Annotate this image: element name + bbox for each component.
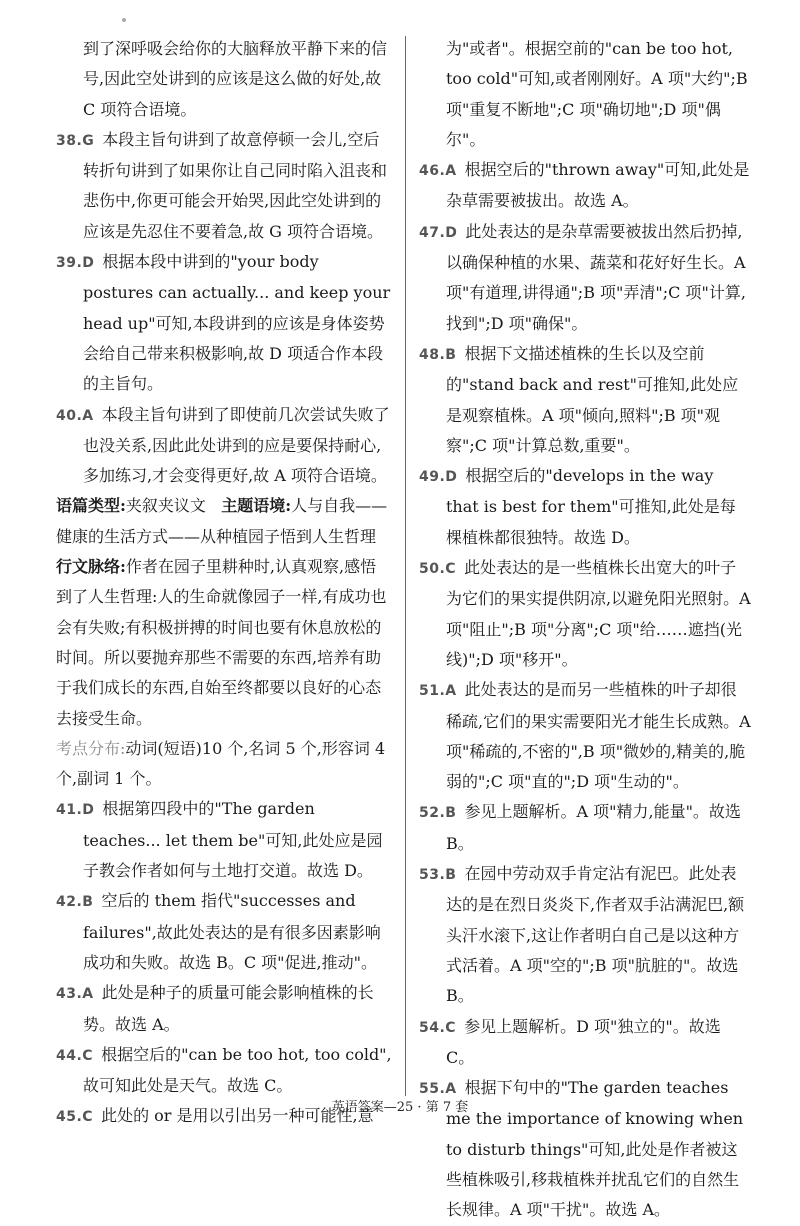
answer-item	[419, 797, 751, 859]
answer-item	[419, 553, 751, 675]
answer-number: 51.A	[419, 683, 457, 700]
answer-number: 41.D	[56, 802, 95, 819]
answer-number: 42.B	[56, 894, 94, 911]
answer-explanation: 根据下文描述植株的生长以及空前的"stand back and rest"可推知,此处应是观察植株。A 项"倾向,照料";B 项"观察";C 项"计算总数,重要"。	[446, 343, 739, 455]
answer-number: 40.A	[56, 407, 94, 424]
answer-explanation: 此处表达的是杂草需要被拔出然后扔掉,以确保种植的水果、蔬菜和花好好生长。A 项"有道理,讲得通";B 项"弄清";C 项"计算,找到";D 项"确保"。	[446, 221, 746, 333]
answer-number: 47.D	[419, 224, 458, 241]
answer-explanation: 根据空后的"can be too hot, too cold",故可知此处是天气。故选 C。	[83, 1044, 392, 1096]
answer-explanation: 根据空后的"develops in the way that is best for them"可推知,此处是每棵植株都很独特。故选 D。	[446, 466, 736, 547]
answer-item	[56, 247, 392, 399]
left-column	[56, 34, 392, 1133]
answer-explanation: 根据下句中的"The garden teaches me the importance of knowing when to disturb things"可知,此处是作者被这些植株吸引,移栽植株并扰乱它们的自然生长规律。A 项"干扰"。故选 A。	[446, 1078, 744, 1220]
answer-item	[56, 794, 392, 886]
right-column	[419, 34, 751, 1226]
answer-item	[419, 339, 751, 461]
context-paragraph	[56, 552, 392, 734]
genre-theme-line	[56, 491, 392, 552]
answer-number: 52.B	[419, 805, 457, 822]
answer-item	[56, 125, 392, 247]
answer-item	[56, 978, 392, 1040]
answer-explanation: 根据空后的"thrown away"可知,此处是杂草需要被拔出。故选 A。	[446, 160, 750, 211]
continued-answer-45: 为"或者"。根据空前的"can be too hot, too cold"可知,或者刚刚好。A 项"大约";B 项"重复不断地";C 项"确切地";D 项"偶尔"。	[446, 39, 748, 149]
answer-explanation: 根据第四段中的"The garden teaches... let them be"可知,此处应是园子教会作者如何与土地打交道。故选 D。	[83, 799, 383, 881]
context-value: 作者在园子里耕种时,认真观察,感悟到了人生哲理:人的生命就像园子一样,有成功也会有失败;有积极拼搏的时间也要有休息放松的时间。所以要抛弃那些不需要的东西,培养有助于我们成长的东西,自始至终都要以良好的心态去接受生命。	[56, 557, 387, 728]
answer-number: 49.D	[419, 469, 458, 486]
continued-answer-37: 到了深呼吸会给你的大脑释放平静下来的信号,因此空处讲到的应该是这么做的好处,故 C 项符合语境。	[83, 39, 388, 119]
answer-item	[419, 217, 751, 339]
answer-number: 39.D	[56, 255, 95, 272]
answer-explanation: 此处表达的是一些植株长出宽大的叶子为它们的果实提供阴凉,以避免阳光照射。A 项"阻止";B 项"分离";C 项"给……遮挡(光线)";D 项"移开"。	[446, 558, 751, 669]
genre-value: 夹叙夹议文	[125, 496, 206, 516]
answer-explanation: 此处是种子的质量可能会影响植株的长势。故选 A。	[83, 983, 374, 1034]
answer-explanation: 本段主旨句讲到了故意停顿一会儿,空后转折句讲到了如果你让自己同时陷入沮丧和悲伤中,你更可能会开始哭,因此空处讲到的应该是先忍住不要着急,故 G 项符合语境。	[83, 129, 388, 241]
answer-number: 46.A	[419, 163, 457, 180]
answer-list-38-40	[56, 125, 392, 492]
answer-number: 43.A	[56, 986, 94, 1003]
answer-item	[419, 675, 751, 797]
kaodian-label: 考点分布:	[56, 738, 126, 758]
answer-number: 50.C	[419, 561, 457, 578]
genre-label: 语篇类型:	[56, 496, 126, 516]
answer-explanation: 此处表达的是而另一些植株的叶子却很稀疏,它们的果实需要阳光才能生长成熟。A 项"稀疏的,不密的",B 项"微妙的,精美的,脆弱的";C 项"直的";D 项"生动的"。	[446, 680, 751, 792]
answer-explanation: 根据本段中讲到的"your body postures can actually... and keep your head up"可知,本段讲到的应该是身体姿势会给自己带来积极影响,故 D 项适合作本段的主旨句。	[83, 252, 391, 394]
answer-list-46-55	[419, 155, 751, 1225]
answer-explanation: 在园中劳动双手肯定沾有泥巴。此处表达的是在烈日炎炎下,作者双手沾满泥巴,额头汗水滚下,这让作者明白自己是以这种方式活着。A 项"空的";B 项"肮脏的"。故选 B。	[446, 864, 745, 1006]
answer-item	[56, 886, 392, 978]
kaodian-value: 动词(短语)10 个,名词 5 个,形容词 4 个,副词 1 个。	[56, 738, 386, 789]
answer-explanation: 此处的 or 是用以引出另一种可能性,意	[101, 1106, 374, 1126]
answer-item	[419, 859, 751, 1011]
answer-number: 54.C	[419, 1019, 457, 1036]
answer-list-41-45	[56, 794, 392, 1132]
answer-item	[419, 1012, 751, 1074]
answer-explanation: 参见上题解析。A 项"精力,能量"。故选 B。	[446, 802, 741, 853]
answer-explanation: 空后的 them 指代"successes and failures",故此处表达的是有很多因素影响成功和失败。故选 B。C 项"促进,推动"。	[83, 891, 381, 972]
answer-explanation: 本段主旨句讲到了即使前几次尝试失败了也没关系,因此此处讲到的应是要保持耐心,多加练习,才会变得更好,故 A 项符合语境。	[83, 404, 390, 486]
answer-explanation: 参见上题解析。D 项"独立的"。故选 C。	[446, 1016, 721, 1067]
answer-item	[419, 155, 751, 217]
scan-dot	[122, 18, 126, 22]
answer-number: 55.A	[419, 1081, 457, 1098]
answer-number: 44.C	[56, 1047, 94, 1064]
answer-number: 48.B	[419, 346, 457, 363]
context-label: 行文脉络:	[56, 557, 126, 577]
answer-item	[419, 461, 751, 553]
answer-number: 53.B	[419, 867, 457, 884]
answer-number: 38.G	[56, 132, 95, 149]
page-footer: 英语答案—25 · 第 7 套	[331, 1100, 469, 1115]
theme-value: 人与自我——健康的生活方式——从种植园子悟到人生哲理	[56, 496, 388, 546]
answer-item	[56, 400, 392, 492]
kaodian-line	[56, 734, 392, 795]
column-divider	[405, 36, 406, 1096]
answer-item	[56, 1040, 392, 1102]
theme-label: 主题语境:	[221, 496, 292, 516]
answer-number: 45.C	[56, 1109, 94, 1126]
